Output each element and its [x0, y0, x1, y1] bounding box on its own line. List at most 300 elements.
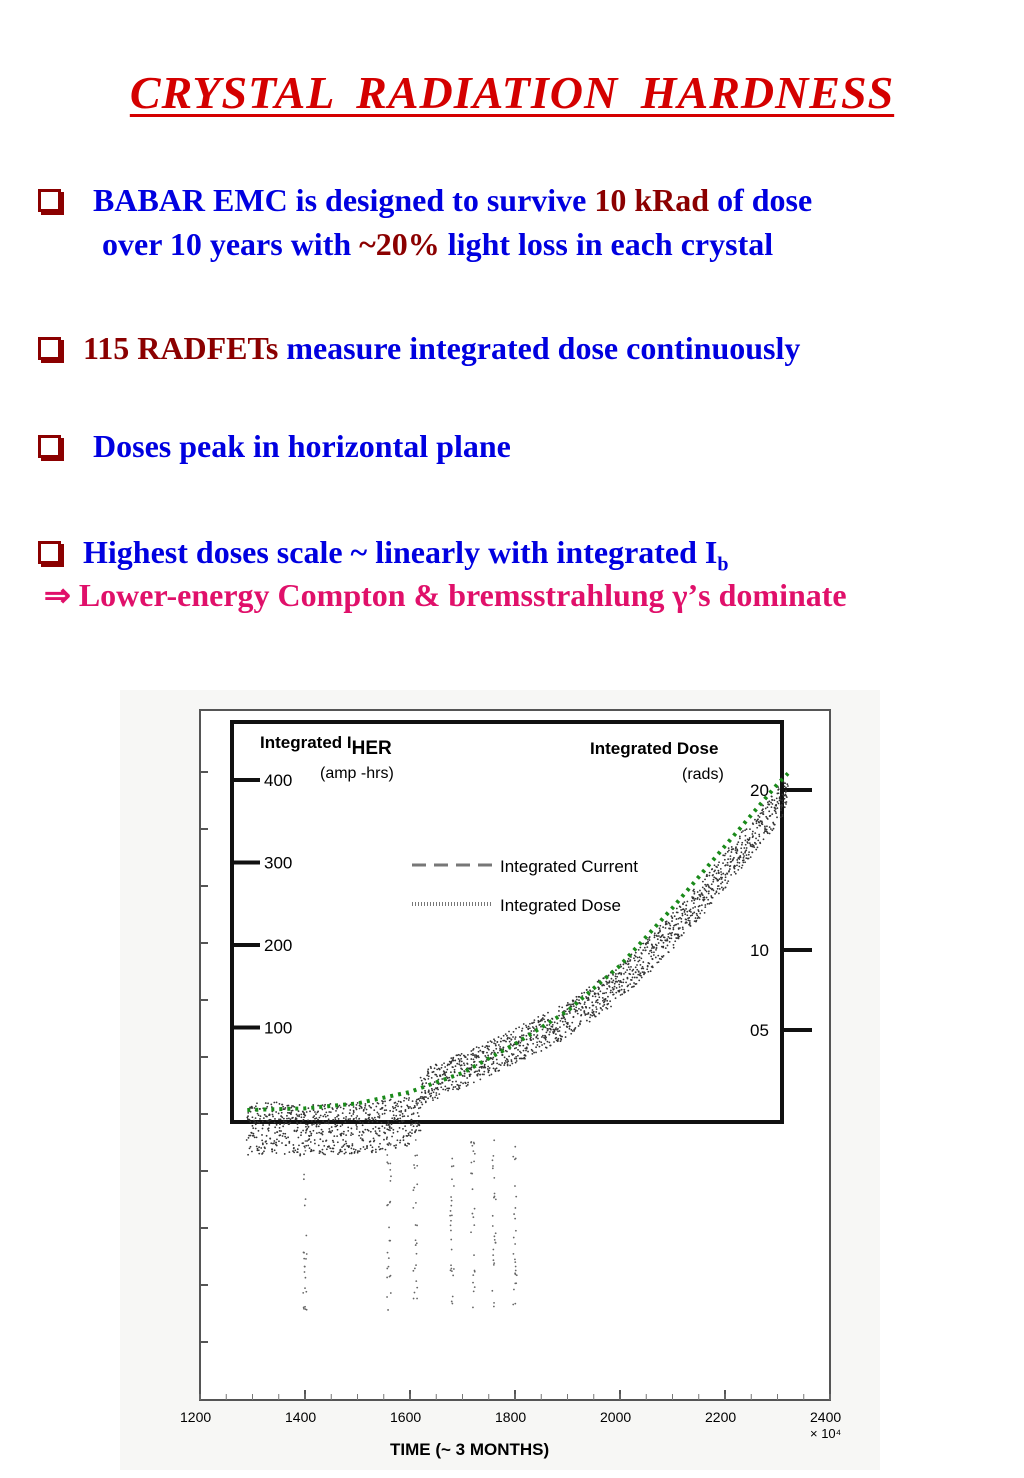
dose-point — [266, 1106, 268, 1108]
dose-point — [307, 1145, 309, 1147]
dose-point — [785, 787, 787, 789]
dose-point — [707, 899, 709, 901]
dose-point — [324, 1114, 326, 1116]
dose-point — [504, 1062, 506, 1064]
dose-point — [775, 808, 777, 810]
dose-point — [293, 1151, 295, 1153]
bullet-4-text: Highest doses scale ~ linearly with integrated I — [83, 534, 718, 570]
dose-point — [363, 1146, 365, 1148]
dose-point — [542, 1029, 544, 1031]
dose-point — [535, 1052, 537, 1054]
dose-point — [440, 1075, 442, 1077]
dose-point — [439, 1069, 441, 1071]
dose-point — [381, 1125, 383, 1127]
dose-point — [408, 1097, 410, 1099]
dose-point — [318, 1144, 320, 1146]
dose-point — [305, 1277, 307, 1279]
dose-point — [328, 1145, 330, 1147]
dose-point — [387, 1163, 389, 1165]
dose-point — [583, 992, 585, 994]
dose-point — [694, 891, 696, 893]
dose-point — [658, 961, 660, 963]
dose-point — [775, 812, 777, 814]
dose-point — [684, 901, 686, 903]
dose-point — [727, 858, 729, 860]
dose-point — [653, 947, 655, 949]
dose-point — [496, 1059, 498, 1061]
dose-point — [728, 870, 730, 872]
dose-point — [714, 893, 716, 895]
dose-point — [497, 1052, 499, 1054]
dose-point — [310, 1134, 312, 1136]
dose-point — [474, 1270, 476, 1272]
dose-point — [413, 1298, 415, 1300]
dose-point — [595, 1016, 597, 1018]
dose-point — [500, 1038, 502, 1040]
dose-point — [317, 1105, 319, 1107]
dose-point — [613, 988, 615, 990]
dose-point — [598, 994, 600, 996]
dose-point — [717, 864, 719, 866]
dose-point — [647, 941, 649, 943]
dose-point — [636, 977, 638, 979]
dose-point — [336, 1124, 338, 1126]
dose-point — [448, 1088, 450, 1090]
dose-point — [387, 1252, 389, 1254]
dose-point — [443, 1073, 445, 1075]
dose-point — [487, 1041, 489, 1043]
dose-point — [280, 1130, 282, 1132]
dose-point — [781, 800, 783, 802]
dose-point — [392, 1110, 394, 1112]
dose-point — [290, 1118, 292, 1120]
dose-point — [630, 966, 632, 968]
dose-point — [464, 1082, 466, 1084]
dose-point — [416, 1242, 418, 1244]
dose-point — [650, 949, 652, 951]
dose-point — [404, 1125, 406, 1127]
dose-point — [578, 999, 580, 1001]
dose-point — [731, 848, 733, 850]
dose-point — [529, 1027, 531, 1029]
dose-point — [443, 1062, 445, 1064]
dose-point — [541, 1020, 543, 1022]
dose-point — [450, 1224, 452, 1226]
dose-point — [699, 899, 701, 901]
dose-point — [701, 892, 703, 894]
dose-point — [335, 1110, 337, 1112]
dose-point — [462, 1082, 464, 1084]
dose-point — [770, 828, 772, 830]
dose-point — [702, 881, 704, 883]
dose-point — [588, 999, 590, 1001]
dose-point — [721, 887, 723, 889]
dose-point — [273, 1142, 275, 1144]
dose-point — [449, 1079, 451, 1081]
dose-point — [368, 1105, 370, 1107]
dose-point — [730, 874, 732, 876]
dose-point — [515, 1036, 517, 1038]
dose-point — [372, 1121, 374, 1123]
dose-point — [361, 1107, 363, 1109]
dose-point — [338, 1118, 340, 1120]
dose-point — [340, 1107, 342, 1109]
dose-point — [541, 1044, 543, 1046]
dose-point — [537, 1034, 539, 1036]
dose-point — [382, 1101, 384, 1103]
dose-point — [767, 801, 769, 803]
dose-point — [381, 1122, 383, 1124]
dose-point — [714, 870, 716, 872]
dose-point — [409, 1131, 411, 1133]
dose-point — [778, 803, 780, 805]
dose-point — [313, 1150, 315, 1152]
dose-point — [717, 888, 719, 890]
dose-point — [368, 1121, 370, 1123]
dose-point — [306, 1111, 308, 1113]
dose-point — [310, 1149, 312, 1151]
dose-point — [598, 996, 600, 998]
dose-point — [316, 1132, 318, 1134]
dose-point — [252, 1125, 254, 1127]
dose-point — [669, 941, 671, 943]
dose-point — [513, 1053, 515, 1055]
dose-point — [363, 1109, 365, 1111]
dose-point — [521, 1040, 523, 1042]
left-axis-unit: (amp -hrs) — [320, 765, 394, 782]
dose-point — [741, 831, 743, 833]
dose-point — [416, 1183, 418, 1185]
dose-point — [573, 1030, 575, 1032]
dose-point — [421, 1092, 423, 1094]
dose-point — [742, 864, 744, 866]
dose-point — [258, 1149, 260, 1151]
dose-point — [305, 1126, 307, 1128]
dose-point — [264, 1114, 266, 1116]
dose-point — [656, 947, 658, 949]
dose-point — [254, 1121, 256, 1123]
dose-point — [458, 1063, 460, 1065]
dose-point — [654, 934, 656, 936]
dose-point — [258, 1114, 260, 1116]
dose-point — [345, 1118, 347, 1120]
dose-point — [674, 940, 676, 942]
legend-dose-label: Integrated Dose — [500, 896, 621, 915]
dose-point — [416, 1225, 418, 1227]
dose-point — [578, 1025, 580, 1027]
dose-point — [395, 1105, 397, 1107]
dose-point — [680, 918, 682, 920]
dose-point — [391, 1117, 393, 1119]
dose-point — [415, 1239, 417, 1241]
dose-point — [455, 1065, 457, 1067]
dose-point — [397, 1105, 399, 1107]
dose-point — [298, 1114, 300, 1116]
dose-point — [376, 1133, 378, 1135]
dose-point — [654, 932, 656, 934]
dose-point — [433, 1089, 435, 1091]
bullet-2-text: measure integrated dose continuously — [278, 330, 801, 366]
dose-point — [749, 842, 751, 844]
dose-point — [273, 1102, 275, 1104]
dose-point — [706, 875, 708, 877]
dose-point — [542, 1035, 544, 1037]
dose-point — [761, 820, 763, 822]
dose-point — [489, 1067, 491, 1069]
dose-point — [389, 1169, 391, 1171]
dose-point — [746, 847, 748, 849]
dose-point — [532, 1043, 534, 1045]
dose-point — [474, 1286, 476, 1288]
dose-point — [709, 872, 711, 874]
dose-point — [401, 1106, 403, 1108]
dose-point — [557, 1030, 559, 1032]
dose-point — [741, 842, 743, 844]
dose-point — [432, 1097, 434, 1099]
dose-point — [515, 1230, 517, 1232]
dose-point — [453, 1086, 455, 1088]
dose-point — [741, 851, 743, 853]
dose-point — [564, 1021, 566, 1023]
dose-point — [507, 1065, 509, 1067]
dose-point — [303, 1252, 305, 1254]
dose-point — [591, 1015, 593, 1017]
right-tick-label: 20 — [750, 781, 769, 800]
dose-point — [284, 1108, 286, 1110]
dose-point — [606, 982, 608, 984]
dose-point — [464, 1075, 466, 1077]
dose-point — [473, 1161, 475, 1163]
dose-point — [691, 900, 693, 902]
dose-point — [560, 1035, 562, 1037]
dose-point — [343, 1133, 345, 1135]
dose-point — [398, 1101, 400, 1103]
dose-point — [452, 1066, 454, 1068]
dose-point — [494, 1235, 496, 1237]
dose-point — [376, 1112, 378, 1114]
dose-point — [771, 806, 773, 808]
dose-point — [442, 1082, 444, 1084]
dose-point — [441, 1067, 443, 1069]
dose-point — [294, 1130, 296, 1132]
dose-point — [372, 1150, 374, 1152]
dose-point — [415, 1202, 417, 1204]
dose-point — [585, 1013, 587, 1015]
dose-point — [251, 1132, 253, 1134]
dose-point — [681, 921, 683, 923]
dose-point — [533, 1052, 535, 1054]
dose-point — [667, 933, 669, 935]
dose-point — [364, 1107, 366, 1109]
dose-point — [400, 1110, 402, 1112]
dose-point — [595, 1006, 597, 1008]
dose-point — [345, 1134, 347, 1136]
dose-point — [665, 922, 667, 924]
dose-point — [386, 1124, 388, 1126]
dose-point — [308, 1138, 310, 1140]
dose-point — [434, 1081, 436, 1083]
dose-point — [304, 1271, 306, 1273]
dose-point — [724, 865, 726, 867]
dose-point — [472, 1213, 474, 1215]
dose-point — [470, 1054, 472, 1056]
dose-point — [753, 845, 755, 847]
dose-point — [514, 1261, 516, 1263]
dose-point — [734, 865, 736, 867]
dose-point — [262, 1128, 264, 1130]
dose-point — [421, 1101, 423, 1103]
dose-point — [305, 1130, 307, 1132]
dose-point — [690, 915, 692, 917]
dose-point — [749, 837, 751, 839]
dose-point — [637, 957, 639, 959]
dose-point — [505, 1060, 507, 1062]
dose-point — [674, 915, 676, 917]
dose-point — [390, 1275, 392, 1277]
dose-point — [494, 1193, 496, 1195]
dose-point — [322, 1149, 324, 1151]
dose-point — [384, 1127, 386, 1129]
dose-point — [451, 1200, 453, 1202]
dose-point — [632, 973, 634, 975]
dose-point — [441, 1078, 443, 1080]
dose-point — [328, 1128, 330, 1130]
dose-point — [414, 1268, 416, 1270]
dose-point — [769, 826, 771, 828]
page-title: CRYSTAL RADIATION HARDNESS — [129, 67, 895, 118]
dose-point — [737, 869, 739, 871]
dose-point — [291, 1110, 293, 1112]
x-exponent: × 10⁴ — [810, 1426, 842, 1441]
dose-point — [621, 993, 623, 995]
dose-point — [334, 1117, 336, 1119]
dose-point — [641, 968, 643, 970]
checkbox-bullet-icon — [38, 541, 61, 564]
dose-point — [299, 1153, 301, 1155]
dose-point — [345, 1140, 347, 1142]
dose-point — [663, 955, 665, 957]
dose-point — [514, 1146, 516, 1148]
dose-point — [467, 1054, 469, 1056]
dose-point — [727, 880, 729, 882]
dose-point — [776, 816, 778, 818]
dose-point — [627, 960, 629, 962]
dose-point — [529, 1023, 531, 1025]
dose-point — [676, 908, 678, 910]
dose-point — [554, 1021, 556, 1023]
dose-point — [621, 985, 623, 987]
dose-point — [339, 1105, 341, 1107]
dose-point — [451, 1084, 453, 1086]
dose-point — [720, 871, 722, 873]
dose-point — [569, 1028, 571, 1030]
dose-point — [596, 1008, 598, 1010]
dose-point — [298, 1144, 300, 1146]
dose-point — [359, 1131, 361, 1133]
dose-point — [471, 1145, 473, 1147]
dose-point — [297, 1148, 299, 1150]
dose-point — [476, 1074, 478, 1076]
dose-point — [432, 1083, 434, 1085]
dose-point — [300, 1113, 302, 1115]
dose-point — [275, 1152, 277, 1154]
dose-point — [435, 1094, 437, 1096]
dose-point — [693, 893, 695, 895]
dose-point — [590, 991, 592, 993]
dose-point — [250, 1135, 252, 1137]
dose-point — [514, 1158, 516, 1160]
dose-point — [292, 1144, 294, 1146]
dose-point — [446, 1069, 448, 1071]
dose-point — [558, 1010, 560, 1012]
dose-point — [625, 971, 627, 973]
dose-point — [330, 1150, 332, 1152]
dose-point — [717, 870, 719, 872]
dose-point — [561, 1007, 563, 1009]
dose-point — [589, 1007, 591, 1009]
dose-point — [380, 1148, 382, 1150]
dose-point — [276, 1138, 278, 1140]
dose-point — [473, 1082, 475, 1084]
dose-point — [453, 1060, 455, 1062]
dose-point — [288, 1118, 290, 1120]
dose-point — [500, 1064, 502, 1066]
dose-point — [496, 1041, 498, 1043]
dose-point — [492, 1165, 494, 1167]
dose-point — [515, 1058, 517, 1060]
dose-point — [686, 914, 688, 916]
dose-point — [506, 1051, 508, 1053]
dose-point — [605, 998, 607, 1000]
dose-point — [424, 1091, 426, 1093]
dose-point — [649, 936, 651, 938]
dose-point — [755, 849, 757, 851]
dose-point — [762, 811, 764, 813]
dose-point — [276, 1124, 278, 1126]
dose-point — [378, 1103, 380, 1105]
dose-point — [706, 897, 708, 899]
dose-point — [325, 1111, 327, 1113]
dose-point — [348, 1145, 350, 1147]
dose-point — [780, 816, 782, 818]
dose-point — [659, 927, 661, 929]
dose-point — [756, 827, 758, 829]
dose-point — [525, 1035, 527, 1037]
right-axis-label: Integrated Dose — [590, 739, 719, 758]
dose-point — [379, 1115, 381, 1117]
dose-point — [627, 990, 629, 992]
dose-point — [323, 1145, 325, 1147]
dose-point — [528, 1026, 530, 1028]
dose-point — [686, 922, 688, 924]
dose-point — [304, 1115, 306, 1117]
dose-point — [452, 1296, 454, 1298]
dose-point — [382, 1113, 384, 1115]
dose-point — [593, 1005, 595, 1007]
dose-point — [680, 909, 682, 911]
dose-point — [303, 1116, 305, 1118]
dose-point — [417, 1098, 419, 1100]
dose-point — [431, 1088, 433, 1090]
dose-point — [495, 1048, 497, 1050]
dose-point — [557, 1038, 559, 1040]
dose-point — [773, 828, 775, 830]
dose-point — [397, 1131, 399, 1133]
dose-point — [568, 1004, 570, 1006]
dose-point — [262, 1121, 264, 1123]
dose-point — [746, 828, 748, 830]
dose-point — [537, 1038, 539, 1040]
